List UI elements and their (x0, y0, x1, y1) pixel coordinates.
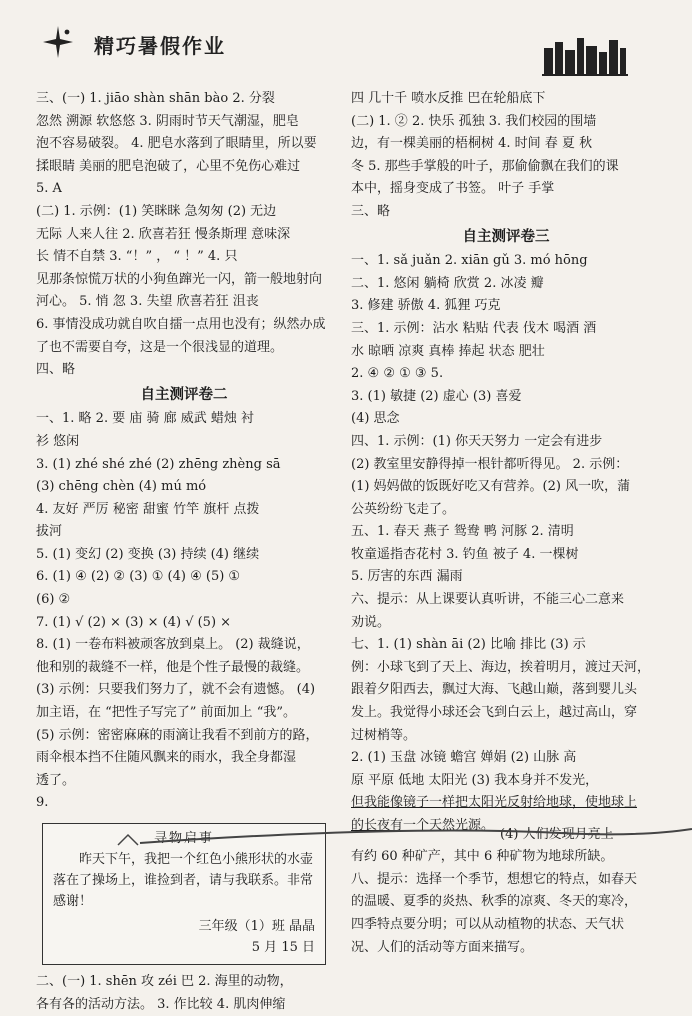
answer-line: 4. 友好 严厉 秘密 甜蜜 竹竿 旗杆 点拨 (36, 501, 260, 517)
answer-line: 四、1. 示例：(1) 你天天努力 一定会有进步 (351, 433, 603, 449)
answer-line: 5. 厉害的东西 漏雨 (351, 569, 463, 585)
answer-line: 有约 60 种矿产，其中 6 种矿物为地球所缺。 (351, 849, 614, 865)
answer-line: 见那条惊慌万状的小狗鱼蹿光一闪，箭一般地射向 (36, 271, 323, 287)
answers-test-2-continued (351, 88, 661, 224)
answer-line: 2. ④ ② ① ③ 5. (351, 366, 444, 382)
answer-line: 冬 5. 那些手掌般的叶子，那偷偷飘在我们的课 (351, 158, 619, 174)
answer-line: 他和别的裁缝不一样，他是个性子最慢的裁缝。 (36, 659, 310, 675)
answer-line: 三、略 (351, 203, 391, 219)
answer-line: (2) 教室里安静得掉一根针都听得见。 2. 示例： (351, 456, 629, 472)
answer-line: 拔河 (36, 524, 63, 540)
answer-line: 八、提示：选择一个季节，想想它的特点，如春天 (351, 871, 638, 887)
answer-line: 6. (1) ④ (2) ② (3) ① (4) ④ (5) ① (36, 569, 241, 585)
answer-line: 揉眼睛 美丽的肥皂泡破了，心里不免伤心难过 (36, 158, 301, 174)
answer-line: 二、(一) 1. shēn 攻 zéi 巴 2. 海里的动物， (36, 974, 293, 989)
answer-line: 六、提示：从上课要认真听讲，不能三心二意来 (351, 592, 625, 608)
answer-tail: (4) 人们发现月亮上 (500, 826, 614, 842)
answer-line: 牧童遥指杏花村 3. 钓鱼 被子 4. 一棵树 (351, 546, 579, 562)
notice-signature: 三年级（1）班 晶晶 (198, 919, 315, 934)
answer-line: 的温暖、夏季的炎热、秋季的凉爽、冬天的寒冷， (351, 894, 638, 910)
answers-test-3-continued (351, 846, 661, 959)
answer-line: (1) 妈妈做的饭既好吃又有营养。(2) 风一吹，蒲 (351, 479, 631, 495)
answer-line: 衫 悠闲 (36, 433, 80, 449)
answer-line: 8. (1) 一卷布料被顽客放到桌上。 (2) 裁缝说， (36, 637, 310, 653)
answer-line: 三、1. 示例：沾水 粘贴 代表 伐木 喝酒 酒 (351, 320, 597, 336)
answer-line: 2. (1) 玉盘 冰镜 蟾宫 婵娟 (2) 山脉 高 (351, 750, 577, 766)
section-title-test-2: 自主测评卷二 (140, 386, 228, 403)
answer-line: 一、1. sǎ juǎn 2. xiān gǔ 3. mó hōng (351, 253, 588, 269)
notice-title: 寻物启事 (153, 831, 214, 846)
answer-line: 例：小球飞到了天上、海边，挨着明月，渡过天河， (351, 659, 651, 675)
sparkle-logo-icon (40, 24, 76, 60)
answer-line: 过树梢等。 (351, 727, 417, 743)
answer-line: 四 几十千 喷水反推 巴在轮船底下 (351, 91, 546, 106)
answer-line: 七、1. (1) shàn āi (2) 比喻 排比 (3) 示 (351, 637, 586, 653)
answer-line: 边，有一棵美丽的梧桐树 4. 时间 春 夏 秋 (351, 136, 593, 152)
answer-line: 四、略 (36, 362, 76, 378)
answer-line: 无际 人来人往 2. 欣喜若狂 慢条斯理 意味深 (36, 226, 291, 242)
answer-line: 泡不容易破裂。 4. 肥皂水落到了眼睛里，所以要 (36, 136, 317, 152)
answer-line: (3) chēng chèn (4) mú mó (36, 479, 207, 495)
answer-line: 一、1. 略 2. 要 庙 骑 廊 威武 蜡烛 衬 (36, 411, 254, 427)
answer-line: 本中，摇身变成了书签。 叶子 手掌 (351, 181, 555, 197)
answer-line: 但我能像镜子一样把太阳光反射给地球，使地球上 (351, 795, 638, 811)
footer-decoration (0, 819, 692, 847)
page-header (0, 0, 692, 78)
answer-line: 况、人们的活动等方面来描写。 (351, 939, 534, 955)
answer-line: 忽然 溯源 软悠悠 3. 阴雨时节天气潮湿，肥皂 (36, 113, 299, 129)
left-column (36, 88, 332, 1016)
answer-line: 长 情不自禁 3. “！” ， “ ！” 4. 只 (36, 249, 238, 265)
answer-line: 劝说。 (351, 614, 391, 630)
answer-line: (二) 1. ② 2. 快乐 孤独 3. 我们校园的围墙 (351, 113, 597, 129)
answers-test-3 (351, 250, 661, 792)
notice-body: 昨天下午，我把一个红色小熊形状的水壶落在了操场上，谁捡到者，请与我联系。非常感谢！ (53, 852, 314, 909)
answer-line: (6) ② (36, 592, 71, 608)
answer-line: (4) 思念 (351, 411, 400, 427)
answer-line: 9. (36, 795, 49, 811)
books-icon (542, 36, 628, 76)
answer-line: 跟着夕阳西去，飘过大海、飞越山巅，落到婴儿头 (351, 682, 638, 698)
answer-line: 公英纷纷飞走了。 (351, 501, 456, 517)
header-title: 精巧暑假作业 (94, 34, 226, 58)
answer-line: (5) 示例：密密麻麻的雨滴让我看不到前方的路， (36, 727, 319, 743)
answer-line: 3. (1) zhé shé zhé (2) zhēng zhèng sā (36, 456, 281, 472)
answer-line: 三、(一) 1. jiāo shàn shān bào 2. 分裂 (36, 91, 275, 106)
answer-line: (3) 示例：只要我们努力了，就不会有遗憾。 (4) (36, 682, 316, 698)
answer-line: 6. 事情没成功就自吹自擂一点用也没有；纵然办成 (36, 316, 326, 332)
answer-line: 3. 修建 骄傲 4. 狐狸 巧克 (351, 298, 501, 314)
answer-line: 各有各的活动方法。 3. 作比较 4. 肌肉伸缩 (36, 996, 286, 1012)
answers-test-2-part-2 (36, 971, 332, 1016)
answers-section-1 (36, 88, 332, 382)
answer-line: 原 平原 低地 太阳光 (3) 我本身并不发光， (351, 772, 599, 788)
answer-line: 透了。 (36, 772, 76, 788)
answer-line: 了也不需要自夸，这是一个很浅显的道理。 (36, 339, 284, 355)
answer-line: 7. (1) √ (2) × (3) × (4) √ (5) × (36, 614, 232, 630)
answer-line: (二) 1. 示例：(1) 笑眯眯 急匆匆 (2) 无边 (36, 203, 277, 219)
notice-date: 5 月 15 日 (251, 940, 315, 955)
section-title-test-3: 自主测评卷三 (462, 228, 550, 245)
answer-line: 加主语，在 “把性子写完了” 前面加上 “我”。 (36, 705, 296, 721)
answer-line: 五、1. 春天 燕子 鸳鸯 鸭 河豚 2. 清明 (351, 524, 574, 540)
answer-line: 3. (1) 敏捷 (2) 虚心 (3) 喜爱 (351, 388, 522, 404)
answer-line: 二、1. 悠闲 躺椅 欣赏 2. 冰凌 瓣 (351, 275, 544, 291)
answer-line: 河心。 5. 悄 忽 3. 失望 欣喜若狂 沮丧 (36, 294, 259, 310)
answers-test-2 (36, 408, 332, 815)
answer-line: 5. A (36, 181, 62, 197)
answer-line: 发上。我觉得小球还会飞到白云上，越过高山，穿 (351, 705, 638, 721)
answer-line: 5. (1) 变幻 (2) 变换 (3) 持续 (4) 继续 (36, 546, 260, 562)
answer-line: 四季特点要分明；可以从动植物的状态、天气状 (351, 916, 625, 932)
answer-line: 的长夜有一个天然光源。 (351, 818, 495, 833)
answer-line: 水 晾晒 凉爽 真棒 捧起 状态 肥壮 (351, 343, 545, 359)
answer-line: 雨伞根本挡不住随风飘来的雨水，我全身都湿 (36, 750, 297, 766)
